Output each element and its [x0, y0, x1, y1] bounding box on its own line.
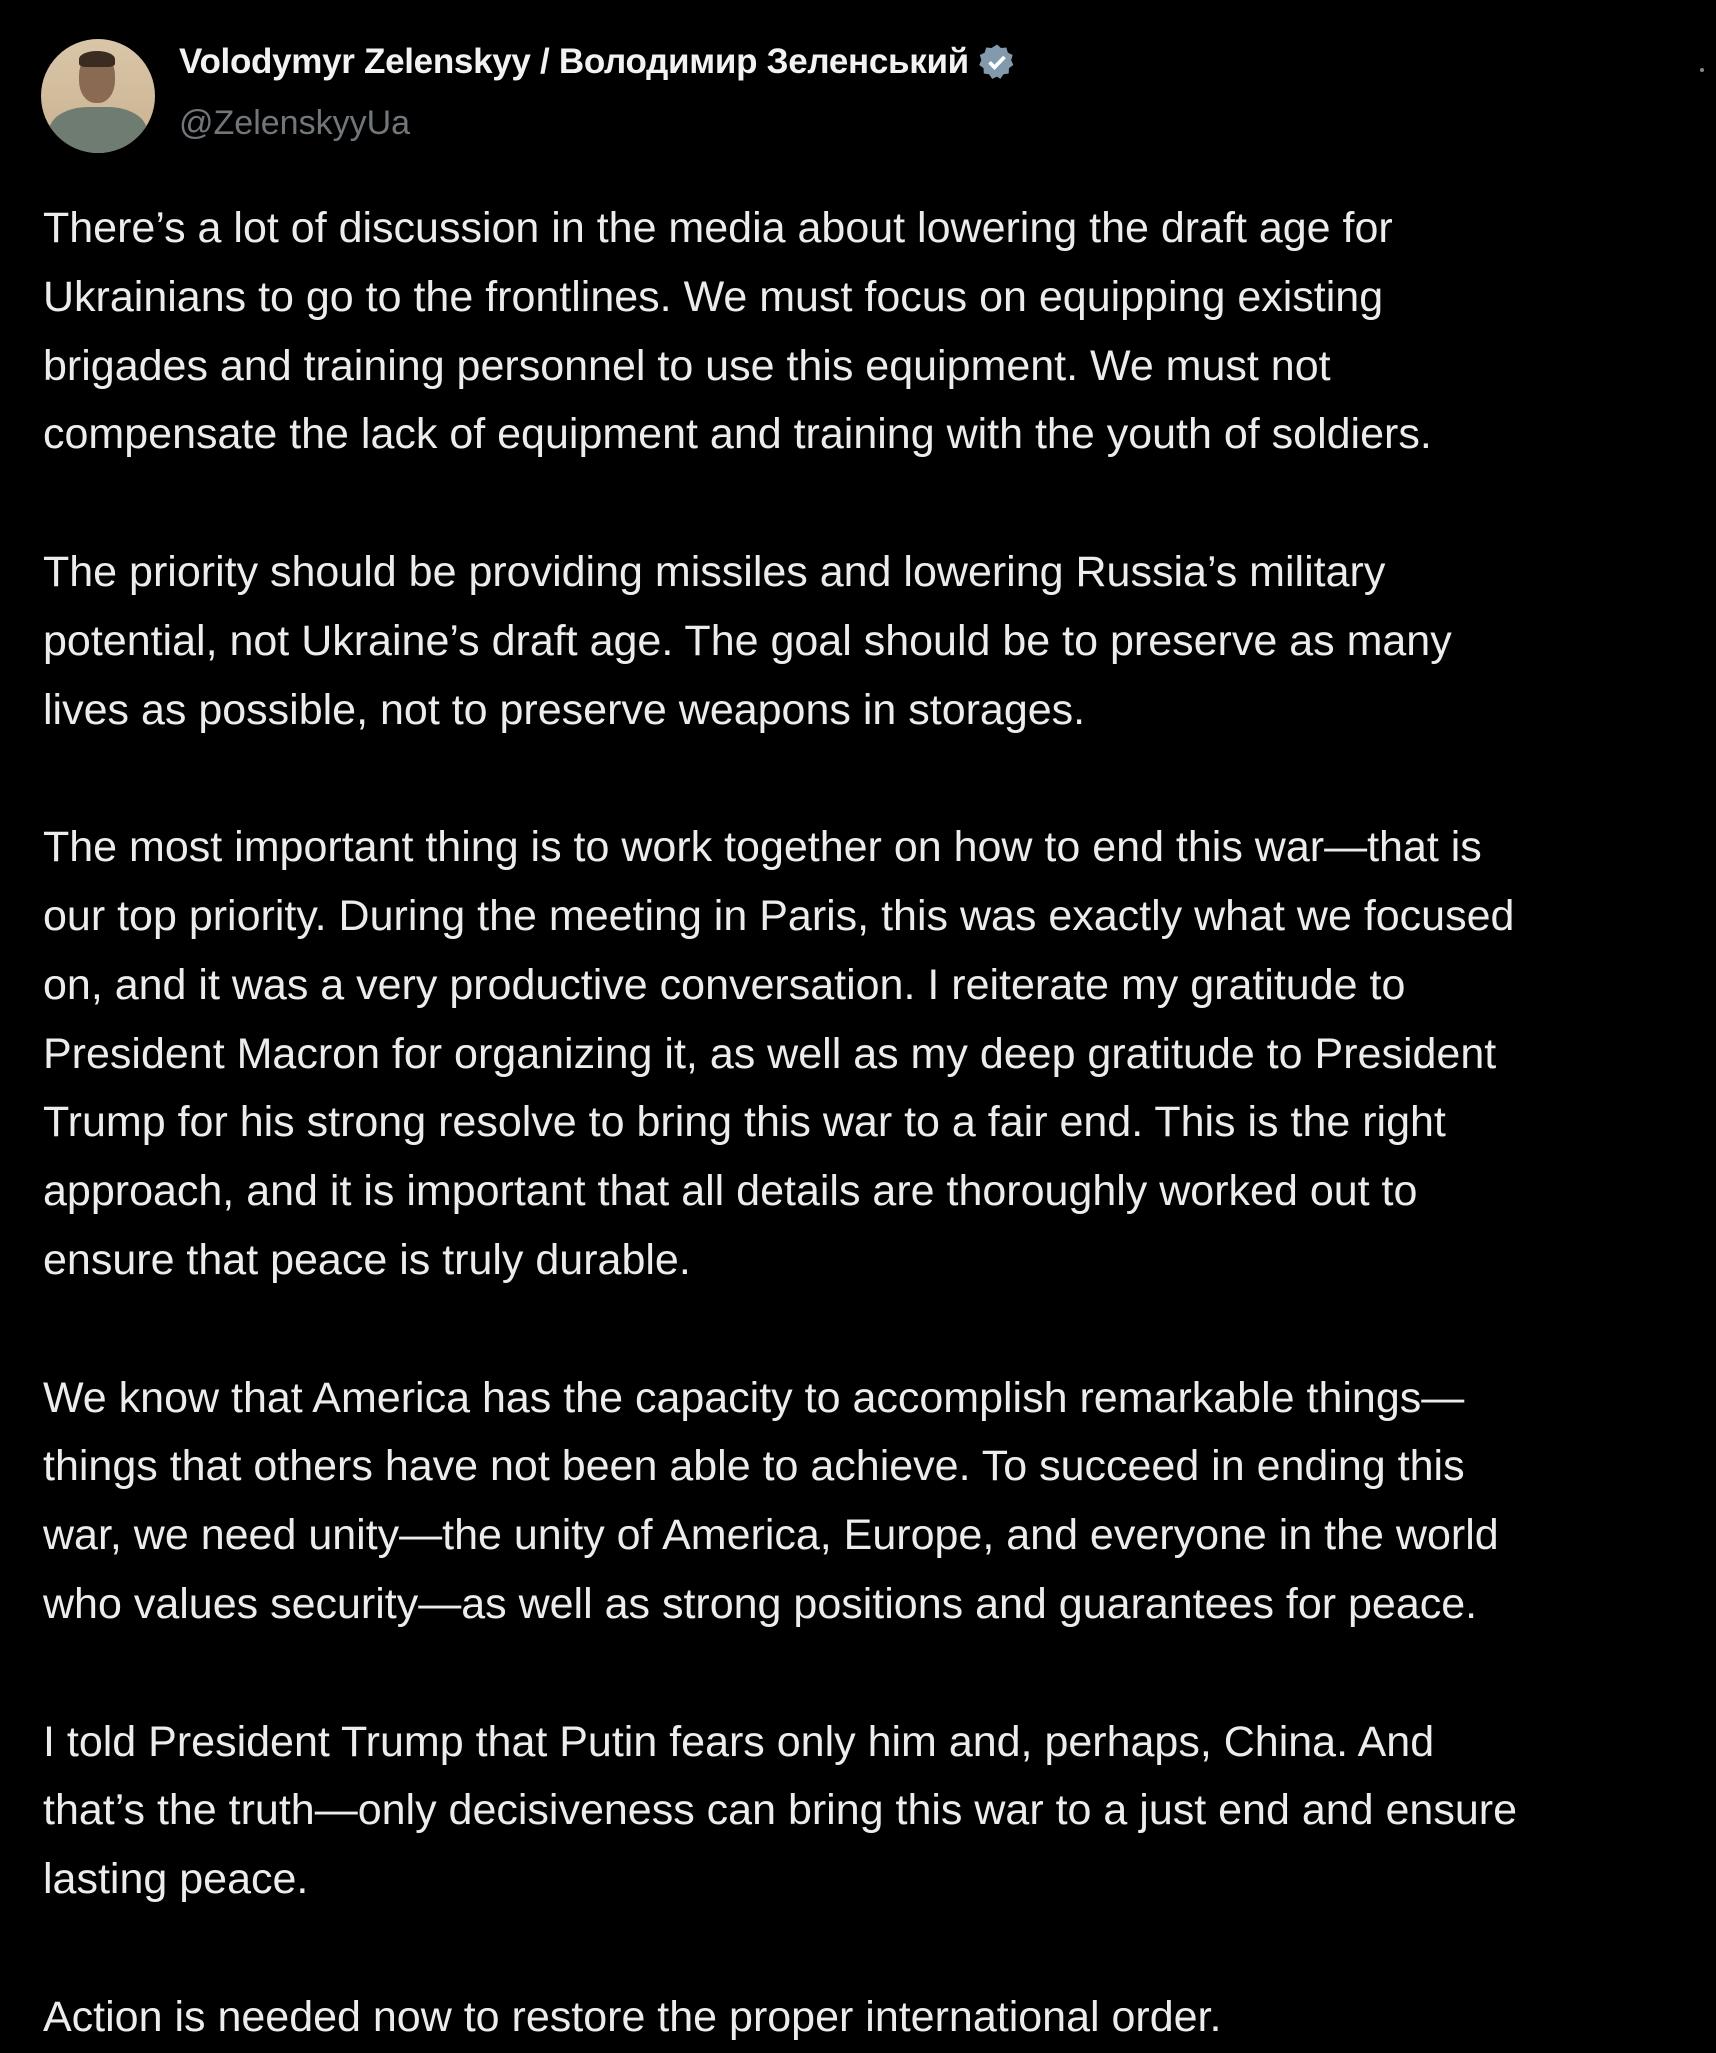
post-text-line: The most important thing is to work together on how to end this war—that is: [43, 823, 1482, 872]
paragraph-spacer: [43, 744, 1716, 813]
author-handle[interactable]: @ZelenskyyUa: [179, 104, 411, 142]
post-text-line: our top priority. During the meeting in Paris, this was exactly what we focused: [43, 891, 1515, 940]
post-text-line: The priority should be providing missiles and lowering Russia’s military: [43, 547, 1386, 596]
post-text-line: who values security—as well as strong positions and guarantees for peace.: [43, 1579, 1478, 1628]
avatar[interactable]: [41, 39, 155, 153]
post-text-line: ensure that peace is truly durable.: [43, 1235, 691, 1284]
paragraph-spacer: [43, 1914, 1716, 1983]
post-text-line: compensate the lack of equipment and training with the youth of soldiers.: [43, 410, 1432, 459]
post-text-line: brigades and training personnel to use this equipment. We must not: [43, 341, 1331, 390]
post-text-line: lasting peace.: [43, 1855, 309, 1904]
author-name[interactable]: Volodymyr Zelenskyy / Володимир Зеленський: [179, 42, 969, 81]
post-text-line: President Macron for organizing it, as well as my deep gratitude to President: [43, 1029, 1497, 1078]
verified-badge-icon: [977, 42, 1017, 82]
post-text-line: We know that America has the capacity to accomplish remarkable things—: [43, 1373, 1465, 1422]
paragraph-spacer: [43, 469, 1716, 538]
paragraph-spacer: [43, 1639, 1716, 1708]
post-text-line: that’s the truth—only decisiveness can bring this war to a just end and ensure: [43, 1786, 1517, 1835]
paragraph-spacer: [43, 1295, 1716, 1364]
post-text-line: There’s a lot of discussion in the media about lowering the draft age for: [43, 204, 1393, 252]
post-text-line: Trump for his strong resolve to bring this war to a fair end. This is the right: [43, 1098, 1446, 1147]
post-text-line: Ukrainians to go to the frontlines. We must focus on equipping existing: [43, 272, 1384, 321]
avatar-hair: [79, 51, 115, 67]
post-text: [43, 194, 1716, 2052]
avatar-body: [49, 107, 147, 153]
post-text-line: Action is needed now to restore the proper international order.: [43, 1992, 1222, 2041]
post-text-line: on, and it was a very productive conversation. I reiterate my gratitude to: [43, 960, 1406, 1009]
post-text-line: lives as possible, not to preserve weapons in storages.: [43, 685, 1086, 734]
post-text-line: things that others have not been able to achieve. To succeed in ending this: [43, 1442, 1465, 1491]
post-text-line: war, we need unity—the unity of America, Europe, and everyone in the world: [43, 1511, 1499, 1560]
post-text-line: approach, and it is important that all details are thoroughly worked out to: [43, 1167, 1418, 1216]
more-options-icon[interactable]: [1700, 68, 1704, 72]
author-row: [179, 42, 1017, 82]
post-text-line: I told President Trump that Putin fears only him and, perhaps, China. And: [43, 1717, 1435, 1766]
post-text-line: potential, not Ukraine’s draft age. The goal should be to preserve as many: [43, 616, 1452, 665]
